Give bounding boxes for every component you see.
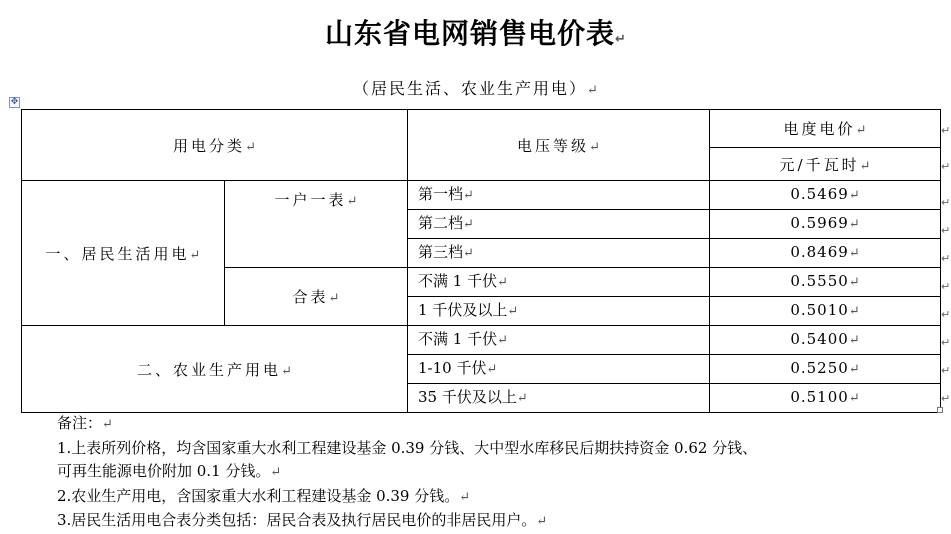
end-of-row-mark: ↵: [941, 364, 951, 377]
price-value-cell: 0.5969↵: [710, 210, 941, 239]
price-value-cell: 0.5550↵: [710, 268, 941, 297]
table-move-handle-icon[interactable]: ✥: [10, 97, 19, 107]
price-value-cell: 0.5010↵: [710, 297, 941, 326]
voltage-level-cell: 第一档↵: [408, 181, 710, 210]
group-label-agricultural: 二、农业生产用电↵: [22, 326, 408, 413]
end-of-row-mark: ↵: [941, 224, 951, 237]
price-value-cell: 0.5469↵: [710, 181, 941, 210]
price-table: [21, 109, 941, 413]
header-price-cell: 电度电价↵: [710, 110, 941, 148]
price-value-cell: 0.5250↵: [710, 355, 941, 384]
note-item: 3.居民生活用电合表分类包括：居民合表及执行居民电价的非居民用户。↵: [57, 511, 548, 529]
end-of-row-mark: ↵: [941, 308, 951, 321]
voltage-level-cell: 1 千伏及以上↵: [408, 297, 710, 326]
end-of-row-mark: ↵: [941, 280, 951, 293]
voltage-level-cell: 不满 1 千伏↵: [408, 268, 710, 297]
note-item: 2.农业生产用电，含国家重大水利工程建设基金 0.39 分钱。↵: [57, 486, 471, 505]
price-value-cell: 0.5400↵: [710, 326, 941, 355]
voltage-level-cell: 1-10 千伏↵: [408, 355, 710, 384]
table-header-row: [22, 110, 941, 148]
table-row: [22, 326, 941, 355]
end-of-row-mark: ↵: [941, 252, 951, 265]
header-unit-cell: 元/千瓦时↵: [710, 148, 941, 181]
document-subtitle: （居民生活、农业生产用电）↵: [353, 79, 598, 98]
end-of-row-mark: ↵: [941, 196, 951, 209]
price-value-cell: 0.8469↵: [710, 239, 941, 268]
end-of-row-mark: ↵: [941, 124, 951, 137]
voltage-level-cell: 第三档↵: [408, 239, 710, 268]
notes-heading: 备注：↵: [57, 414, 113, 432]
note-item: 1.上表所列价格，均含国家重大水利工程建设基金 0.39 分钱、大中型水库移民后期扶持资金 0.62 分钱、: [57, 438, 758, 457]
header-category-cell: 用电分类↵: [22, 110, 408, 181]
header-voltage-cell: 电压等级↵: [408, 110, 710, 181]
subgroup-label-single-meter: 一户一表↵: [225, 181, 408, 268]
voltage-level-cell: 第二档↵: [408, 210, 710, 239]
table-row: [22, 181, 941, 210]
voltage-level-cell: 不满 1 千伏↵: [408, 326, 710, 355]
notes-section: [57, 412, 937, 534]
price-value-cell: 0.5100↵: [710, 384, 941, 413]
table-resize-handle[interactable]: [937, 407, 943, 413]
end-of-row-mark: ↵: [941, 336, 951, 349]
note-item: 可再生能源电价附加 0.1 分钱。↵: [57, 462, 282, 480]
group-label-residential: 一、居民生活用电↵: [22, 181, 225, 326]
voltage-level-cell: 35 千伏及以上↵: [408, 384, 710, 413]
end-of-row-mark: ↵: [941, 160, 951, 173]
document-title: 山东省电网销售电价表↵: [325, 17, 626, 50]
subgroup-label-combined-meter: 合表↵: [225, 268, 408, 326]
end-of-row-mark: ↵: [941, 392, 951, 405]
